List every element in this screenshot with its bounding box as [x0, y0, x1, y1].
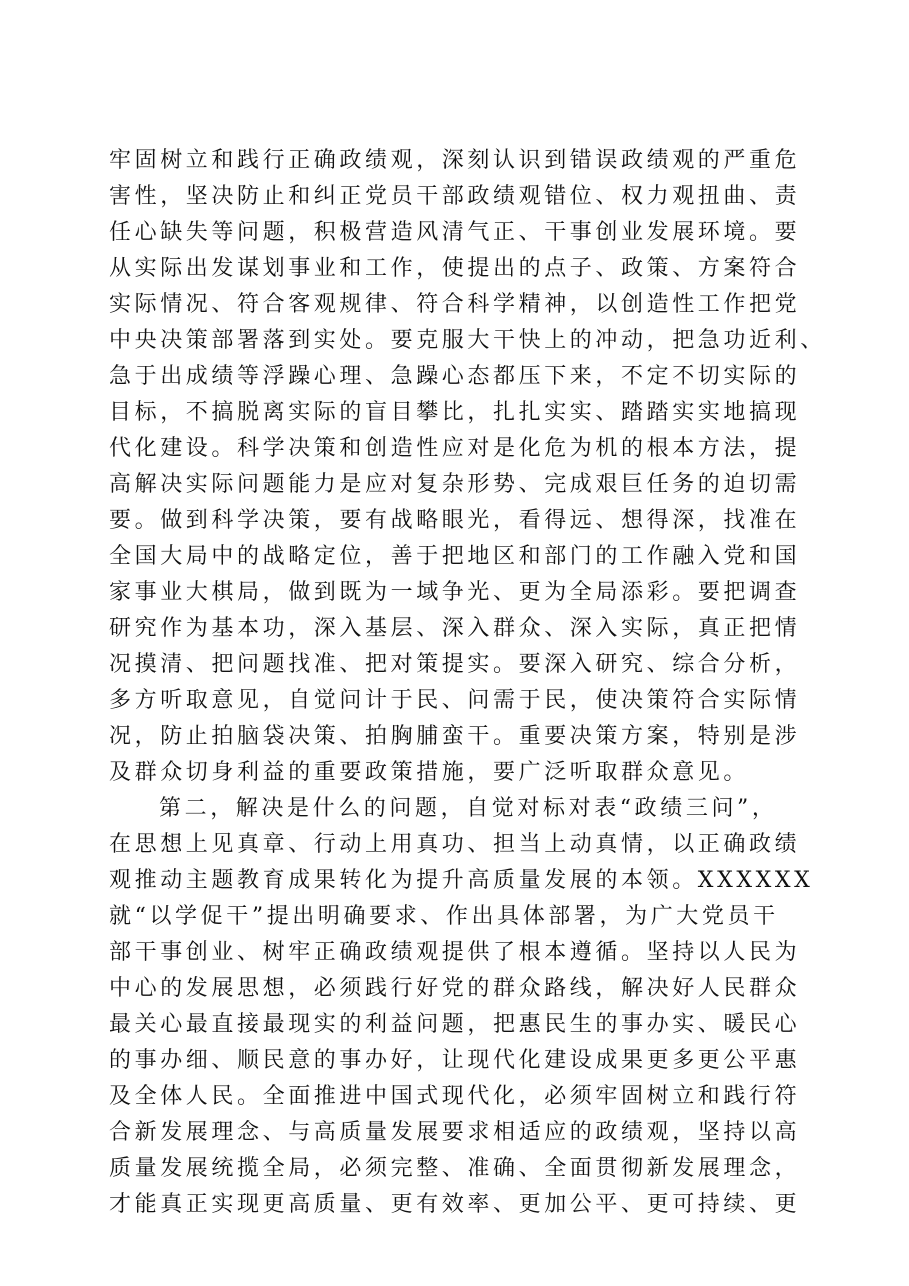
text-line: 的事办细、顺民意的事办好，让现代化建设成果更多更公平惠: [109, 1048, 801, 1073]
text-line: 部干事创业、树牢正确政绩观提供了根本遵循。坚持以人民为: [109, 940, 801, 965]
paragraph-start-line: 第二，解决是什么的问题，自觉对标对表“政绩三问”，: [159, 796, 778, 821]
text-line: 况，防止拍脑袋决策、拍胸脯蛮干。重要决策方案，特别是涉: [109, 724, 801, 749]
text-line: 才能真正实现更高质量、更有效率、更加公平、更可持续、更: [109, 1192, 801, 1217]
text-line: 多方听取意见，自觉问计于民、问需于民，使决策符合实际情: [109, 688, 801, 713]
text-line: 及全体人民。全面推进中国式现代化，必须牢固树立和践行符: [109, 1084, 801, 1109]
text-line: 全国大局中的战略定位，善于把地区和部门的工作融入党和国: [109, 544, 801, 569]
text-line: 中央决策部署落到实处。要克服大干快上的冲动，把急功近利、: [109, 328, 826, 353]
text-line: 况摸清、把问题找准、把对策提实。要深入研究、综合分析，: [109, 652, 801, 677]
text-line: 就“以学促干”提出明确要求、作出具体部署，为广大党员干: [109, 904, 779, 929]
text-line: 目标，不搞脱离实际的盲目攀比，扎扎实实、踏踏实实地搞现: [109, 400, 801, 425]
text-line: 害性，坚决防止和纠正党员干部政绩观错位、权力观扭曲、责: [109, 184, 801, 209]
text-line: 及群众切身利益的重要政策措施，要广泛听取群众意见。: [109, 760, 750, 785]
text-line: 中心的发展思想，必须践行好党的群众路线，解决好人民群众: [109, 976, 801, 1001]
text-line: 合新发展理念、与高质量发展要求相适应的政绩观，坚持以高: [109, 1120, 801, 1145]
text-line: 代化建设。科学决策和创造性应对是化危为机的根本方法，提: [109, 436, 801, 461]
text-line: 牢固树立和践行正确政绩观，深刻认识到错误政绩观的严重危: [109, 148, 801, 173]
text-line: 最关心最直接最现实的利益问题，把惠民生的事办实、暖民心: [109, 1012, 801, 1037]
text-line: 高解决实际问题能力是应对复杂形势、完成艰巨任务的迫切需: [109, 472, 801, 497]
text-line: 在思想上见真章、行动上用真功、担当上动真情，以正确政绩: [109, 832, 801, 857]
text-line: 从实际出发谋划事业和工作，使提出的点子、政策、方案符合: [109, 256, 801, 281]
text-line: 家事业大棋局，做到既为一域争光、更为全局添彩。要把调查: [109, 580, 801, 605]
text-line: 实际情况、符合客观规律、符合科学精神，以创造性工作把党: [109, 292, 801, 317]
text-line: 观推动主题教育成果转化为提升高质量发展的本领。XXXXXX: [109, 868, 814, 893]
body-text: [109, 143, 826, 1223]
text-line: 任心缺失等问题，积极营造风清气正、干事创业发展环境。要: [109, 220, 801, 245]
text-line: 研究作为基本功，深入基层、深入群众、深入实际，真正把情: [109, 616, 801, 641]
text-line: 质量发展统揽全局，必须完整、准确、全面贯彻新发展理念，: [109, 1156, 801, 1181]
text-line: 要。做到科学决策，要有战略眼光，看得远、想得深，找准在: [109, 508, 801, 533]
text-line: 急于出成绩等浮躁心理、急躁心态都压下来，不定不切实际的: [109, 364, 801, 389]
